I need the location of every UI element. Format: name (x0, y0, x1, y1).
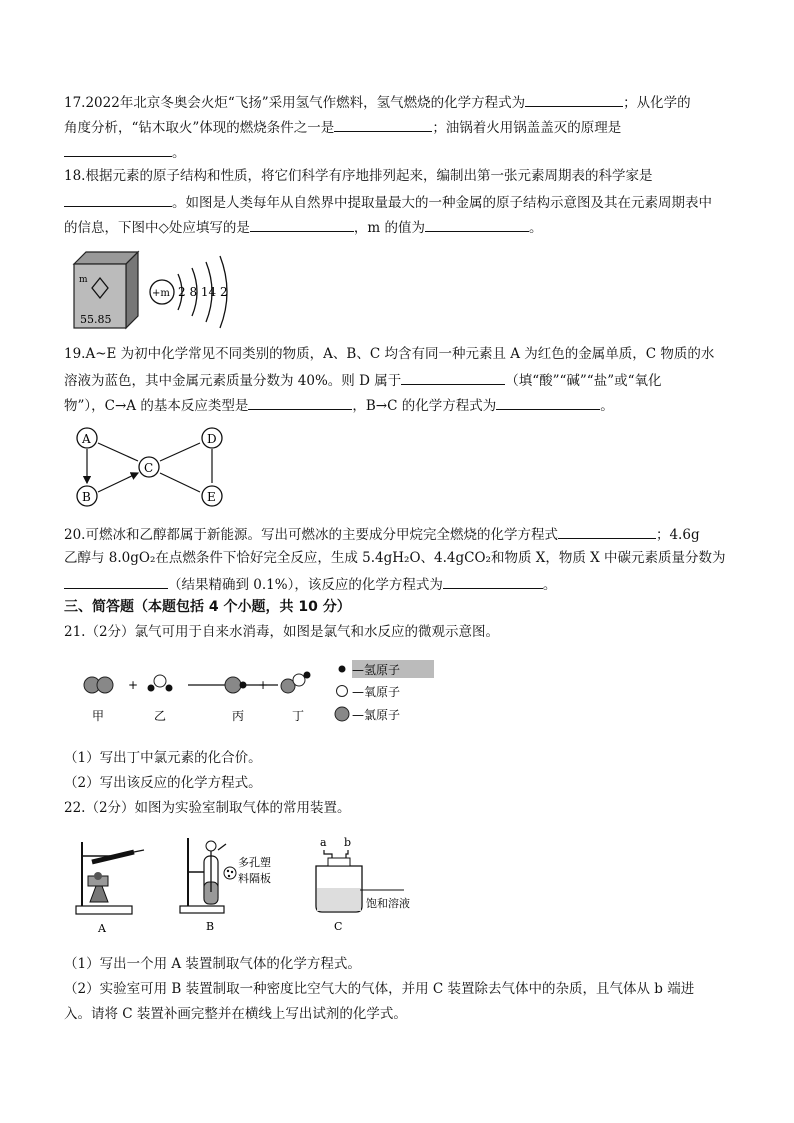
node-d (202, 428, 222, 448)
q20-line-1 (64, 524, 700, 544)
electron-config: 2 8 14 2 (178, 285, 228, 299)
q18-text: 18.根据元素的原子结构和性质，将它们科学有序地排列起来，编制出第一张元素周期表的科学家是 (64, 168, 653, 184)
answer-blank[interactable] (558, 524, 656, 539)
label-yi: 乙 (154, 709, 167, 723)
q19-line-3 (64, 395, 614, 415)
periodic-cell (74, 252, 138, 328)
answer-blank[interactable] (64, 574, 168, 589)
q17-text: 角度分析，“钻木取火”体现的燃烧条件之一是 (64, 120, 335, 136)
answer-blank[interactable] (443, 574, 543, 589)
legend (335, 660, 434, 722)
node-c-label: C (144, 461, 154, 475)
oxygen-atom-icon (337, 686, 348, 697)
answer-blank[interactable] (525, 92, 623, 107)
q20-line-2 (64, 549, 726, 567)
q20-text: 20.可燃冰和乙醇都属于新能源。写出可燃冰的主要成分甲烷完全燃烧的化学方程式 (64, 527, 558, 543)
q20-line-3 (64, 574, 556, 594)
q18-line-3 (64, 217, 542, 237)
q22-sub-2b: 入。请将 C 装置补画完整并在横线上写出试剂的化学式。 (64, 1006, 407, 1022)
label-c: C (334, 920, 343, 933)
q19-line-2 (64, 370, 662, 390)
hydrogen-atom-icon (339, 666, 346, 673)
q20-text: （结果精确到 0.1%），该反应的化学方程式为 (168, 577, 443, 593)
q20-text: 。 (542, 577, 557, 593)
q22-sub-2a: （2）实验室可用 B 装置制取一种密度比空气大的气体，并用 C 装置除去气体中的杂质，且气体从 b 端进 (64, 981, 695, 997)
molecule-bing (225, 677, 247, 693)
molecule-yi (148, 675, 173, 692)
legend-hydrogen: —氢原子 (352, 663, 401, 677)
node-b-label: B (82, 490, 91, 504)
section-heading: 三、简答题（本题包括 4 个小题，共 10 分） (64, 599, 351, 615)
q17-text: 。 (172, 145, 186, 161)
plus-sign: + (128, 678, 139, 692)
q21-sub-2: （2）写出该反应的化学方程式。 (64, 775, 262, 791)
q20-text: ；4.6g (655, 527, 700, 543)
q19-line-1 (64, 345, 714, 363)
molecule-jia (84, 677, 113, 693)
link-a-c (98, 443, 138, 461)
apparatus-b (180, 838, 271, 933)
apparatus-figure (70, 832, 440, 938)
link-c-e (160, 473, 200, 492)
q17-line-1 (64, 92, 691, 112)
port-b-label: b (344, 836, 352, 849)
port-a-label: a (320, 836, 327, 849)
answer-blank[interactable] (64, 142, 172, 157)
chlorine-atom-icon (335, 707, 349, 721)
reaction-micro-diagram (70, 652, 440, 732)
node-a-label: A (82, 432, 91, 446)
atomic-structure (150, 256, 228, 328)
q19-text: ，B→C 的化学方程式为 (352, 398, 497, 414)
label-a: A (98, 922, 106, 935)
q19-text: 溶液为蓝色，其中金属元素质量分数为 40%。则 D 属于 (64, 373, 402, 389)
answer-blank[interactable] (64, 192, 172, 207)
q22-stem: 22.（2分）如图为实验室制取气体的常用装置。 (64, 800, 351, 816)
q19-text: 19.A~E 为初中化学常见不同类别的物质，A、B、C 均含有同一种元素且 A 为红色的金属单质，C 物质的水 (64, 346, 715, 362)
porous-label-2: 料隔板 (238, 872, 271, 885)
apparatus-c (316, 836, 410, 933)
answer-blank[interactable] (250, 217, 354, 232)
q19-text: （填“酸”“碱”“盐”或“氧化 (505, 373, 662, 389)
node-d-label: D (207, 432, 217, 446)
q19-text: 物”），C→A 的基本反应类型是 (64, 398, 249, 414)
molecule-ding (281, 672, 311, 694)
q18-line-2 (64, 192, 712, 212)
answer-blank[interactable] (425, 217, 529, 232)
porous-label-1: 多孔塑 (238, 856, 271, 869)
q18-line-1 (64, 167, 652, 185)
q19-text: 。 (600, 398, 614, 414)
q21-sub-1: （1）写出丁中氯元素的化合价。 (64, 750, 262, 766)
arrow-b-to-c (98, 473, 138, 492)
label-b: B (206, 920, 215, 933)
q18-text: ，m 的值为 (353, 220, 425, 236)
q17-text: 17.2022年北京冬奥会火炬“飞扬”采用氢气作燃料，氢气燃烧的化学方程式为 (64, 95, 526, 111)
answer-blank[interactable] (401, 370, 505, 385)
label-ding: 丁 (292, 709, 305, 723)
nucleus-label: +m (152, 288, 170, 299)
q18-text: 的信息，下图中◇处应填写的是 (64, 220, 250, 236)
answer-blank[interactable] (334, 117, 432, 132)
label-jia: 甲 (92, 709, 105, 723)
q21-stem: 21.（2分）氯气可用于自来水消毒，如图是氯气和水反应的微观示意图。 (64, 624, 500, 640)
q18-text: 。 (528, 220, 543, 236)
answer-blank[interactable] (496, 395, 600, 410)
legend-chlorine: —氯原子 (352, 708, 401, 722)
q18-text: 。如图是人类每年从自然界中提取量最大的一种金属的原子结构示意图及其在元素周期表中 (172, 195, 712, 211)
q20-text: 乙醇与 8.0gO₂在点燃条件下恰好完全反应，生成 5.4gH₂O、4.4gCO₂和物质 X，物质 X 中碳元素质量分数为 (64, 550, 726, 566)
relation-diagram (70, 424, 232, 514)
node-e (202, 486, 222, 506)
node-e-label: E (207, 490, 216, 504)
label-bing: 丙 (232, 709, 245, 723)
q17-text: ；油锅着火用锅盖盖灭的原理是 (432, 120, 622, 136)
node-a (77, 428, 97, 448)
node-b (77, 486, 97, 506)
saturated-solution-label: 饱和溶液 (366, 897, 410, 910)
answer-blank[interactable] (248, 395, 352, 410)
q22-sub-1: （1）写出一个用 A 装置制取气体的化学方程式。 (64, 956, 361, 972)
node-c (139, 457, 159, 477)
iron-element-figure (70, 246, 240, 334)
q17-line-3 (64, 142, 186, 162)
apparatus-a (76, 842, 144, 935)
atomic-mass: 55.85 (80, 313, 112, 326)
cell-top-label: m (79, 275, 88, 285)
q17-line-2 (64, 117, 621, 137)
legend-oxygen: —氧原子 (352, 685, 401, 699)
plus-sign: + (258, 678, 269, 692)
q17-text: ；从化学的 (623, 95, 691, 111)
link-c-d (160, 443, 200, 461)
